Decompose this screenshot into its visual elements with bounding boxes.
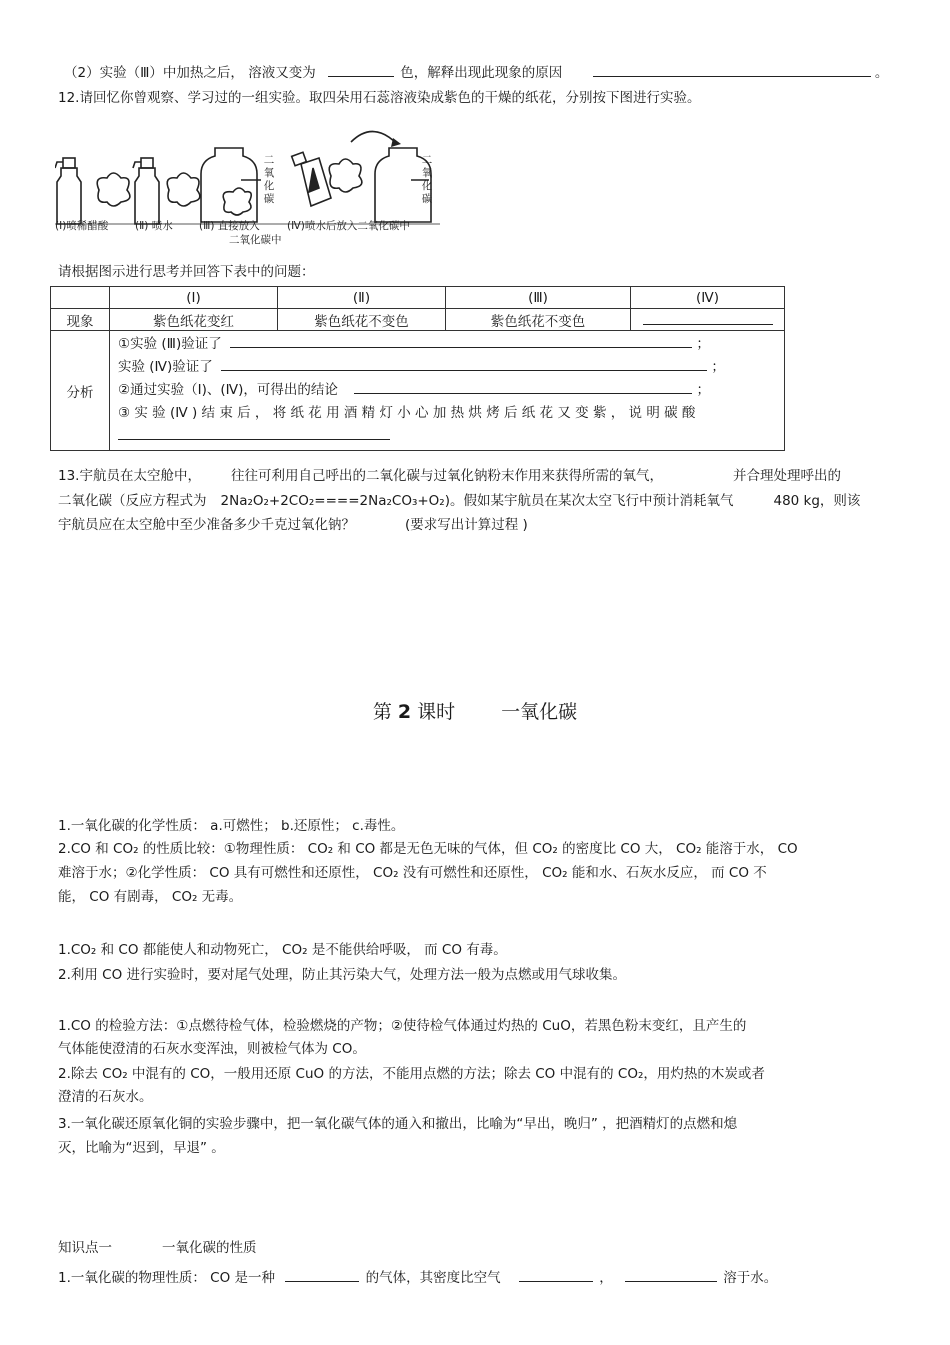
table-corner	[51, 287, 110, 309]
q13-text: 二氧化碳（反应方程式为	[58, 493, 207, 509]
q13-equation: 2Na₂O₂+2CO₂====2Na₂CO₃+O₂)。假如某宇航员在某次太空飞行中预计消耗氧气	[220, 493, 734, 509]
analysis-line-2	[118, 356, 776, 379]
caption-2: (Ⅱ) 喷水	[135, 220, 173, 232]
note-1: 1.CO₂ 和 CO 都能使人和动物死亡， CO₂ 是不能供给呼吸， 而 CO 有毒。	[58, 942, 507, 958]
caption-4: (Ⅳ)喷水后放入二氧化碳中	[287, 220, 410, 232]
table-header: (Ⅳ)	[631, 287, 785, 309]
table-cell: 紫色纸花不变色	[446, 309, 631, 331]
knowledge-text: 溶于水。	[723, 1270, 778, 1286]
co2-label-2: 二 氧 化 碳	[421, 154, 433, 205]
q13-text: (要求写出计算过程 )	[405, 517, 528, 533]
summary-2b: 难溶于水；②化学性质： CO 具有可燃性和还原性， CO₂ 没有可燃性和还原性， CO₂ 能和水、石灰水反应， 而 CO 不	[58, 865, 767, 881]
table-prompt: 请根据图示进行思考并回答下表中的问题：	[58, 264, 315, 280]
analysis-cell	[110, 331, 785, 451]
spray-bottle-2	[135, 168, 159, 224]
lesson-title	[0, 700, 950, 724]
analysis-text: ②通过实验（Ⅰ)、(Ⅳ)，可得出的结论	[118, 382, 338, 398]
row-label-phenomenon: 现象	[51, 309, 110, 331]
table-header: (Ⅱ)	[278, 287, 446, 309]
table-cell: 紫色纸花变红	[110, 309, 278, 331]
caption-3a: (Ⅲ) 直接放入	[199, 220, 260, 232]
flower-2	[167, 173, 200, 206]
q13-text: 并合理处理呼出的	[732, 468, 841, 484]
knowledge-q1	[58, 1267, 777, 1287]
analysis-text: 实验 (Ⅳ)验证了	[118, 359, 213, 375]
knowledge-title	[58, 1239, 257, 1257]
answer-blank[interactable]	[643, 310, 773, 325]
knowledge-text: 的气体，其密度比空气	[365, 1270, 501, 1286]
q11-end: 。	[874, 65, 889, 81]
analysis-text: ①实验 (Ⅲ)验证了	[118, 336, 222, 352]
answer-blank[interactable]	[118, 425, 390, 440]
flower-3	[223, 188, 251, 215]
q13-line-2	[58, 492, 860, 510]
knowledge-text: ，	[599, 1270, 613, 1286]
experiment-figure	[55, 118, 440, 248]
method-1a: 1.CO 的检验方法：①点燃待检气体，检验燃烧的产物；②使待检气体通过灼热的 CuO，若黑色粉末变红，且产生的	[58, 1018, 747, 1034]
table-row	[51, 309, 785, 331]
q13-text: 宇航员应在太空舱中至少准备多少千克过氧化钠？	[58, 517, 355, 533]
curved-arrow-icon	[351, 131, 397, 144]
table-row	[51, 331, 785, 451]
co2-label-1: 二 氧 化 碳	[263, 154, 275, 205]
spray-bottle-1	[57, 168, 81, 224]
method-2b: 澄清的石灰水。	[58, 1089, 153, 1105]
method-1b: 气体能使澄清的石灰水变浑浊，则被检气体为 CO。	[58, 1041, 366, 1057]
answer-blank[interactable]	[593, 62, 871, 77]
row-label-analysis: 分析	[51, 331, 110, 451]
table-header-row	[51, 287, 785, 309]
flower-4	[329, 159, 362, 192]
summary-2a: 2.CO 和 CO₂ 的性质比较：①物理性质： CO₂ 和 CO 都是无色无味的气体，但 CO₂ 的密度比 CO 大， CO₂ 能溶于水， CO	[58, 841, 798, 857]
q13-text: 往往可利用自己呼出的二氧化碳与过氧化钠粉末作用来获得所需的氧气，	[230, 468, 663, 484]
q13-text: 480 kg，则该	[773, 493, 861, 509]
q12-intro: 12.请回忆你曾观察、学习过的一组实验。取四朵用石蕊溶液染成紫色的干燥的纸花，分别按下图进行实验。	[58, 90, 701, 106]
analysis-line-4: ③ 实 验 (Ⅳ ) 结 束 后 ， 将 纸 花 用 酒 精 灯 小 心 加 热 烘 烤 后 纸 花 又 变 紫 ， 说 明 碳 酸	[118, 405, 696, 421]
summary-1: 1.一氧化碳的化学性质： a.可燃性； b.还原性； c.毒性。	[58, 818, 405, 834]
answer-blank[interactable]	[221, 356, 707, 371]
semicolon: ；	[711, 359, 725, 375]
flower-1	[97, 173, 130, 206]
q11-text-2: 色，解释出现此现象的原因	[400, 65, 563, 81]
lesson-title-part: 第	[372, 701, 392, 723]
table-header: (Ⅲ)	[446, 287, 631, 309]
q13-line-1	[58, 467, 841, 485]
caption-1: (Ⅰ)喷稀醋酸	[55, 220, 109, 232]
summary-2c: 能， CO 有剧毒， CO₂ 无毒。	[58, 889, 243, 905]
lesson-topic: 一氧化碳	[501, 701, 578, 723]
answer-blank[interactable]	[328, 62, 394, 77]
answer-blank[interactable]	[354, 379, 692, 394]
answer-blank[interactable]	[519, 1267, 593, 1282]
table-cell: 紫色纸花不变色	[278, 309, 446, 331]
spray-head-1	[63, 158, 75, 168]
q11-text-1: （2）实验（Ⅲ）中加热之后， 溶液又变为	[64, 65, 316, 81]
q13-text: 13.宇航员在太空舱中，	[58, 468, 201, 484]
q13-line-3	[58, 516, 528, 534]
analysis-line-3	[118, 379, 776, 402]
knowledge-topic: 一氧化碳的性质	[162, 1240, 257, 1256]
knowledge-label: 知识点一	[58, 1240, 112, 1256]
table-cell-answer[interactable]	[631, 309, 785, 331]
answer-blank[interactable]	[625, 1267, 717, 1282]
answer-blank[interactable]	[230, 333, 692, 348]
semicolon: ；	[696, 336, 710, 352]
answer-blank[interactable]	[285, 1267, 359, 1282]
analysis-line-1	[118, 333, 776, 356]
lesson-number: 2	[397, 701, 412, 723]
q11-part2-line	[64, 62, 888, 82]
knowledge-text: 1.一氧化碳的物理性质： CO 是一种	[58, 1270, 276, 1286]
method-3b: 灭，比喻为“迟到，早退” 。	[58, 1140, 225, 1156]
method-2a: 2.除去 CO₂ 中混有的 CO，一般用还原 CuO 的方法，不能用点燃的方法；除去 CO 中混有的 CO₂，用灼热的木炭或者	[58, 1066, 765, 1082]
table-header: (Ⅰ)	[110, 287, 278, 309]
lesson-title-part: 课时	[417, 701, 456, 723]
experiment-table	[50, 286, 785, 451]
semicolon: ；	[696, 382, 710, 398]
note-2: 2.利用 CO 进行实验时，要对尾气处理，防止其污染大气，处理方法一般为点燃或用气球收集。	[58, 967, 627, 983]
method-3a: 3.一氧化碳还原氧化铜的实验步骤中，把一氧化碳气体的通入和撤出，比喻为“早出，晚归” ，把酒精灯的点燃和熄	[58, 1116, 738, 1132]
analysis-line-5	[118, 425, 776, 448]
caption-3b: 二氧化碳中	[229, 234, 282, 246]
